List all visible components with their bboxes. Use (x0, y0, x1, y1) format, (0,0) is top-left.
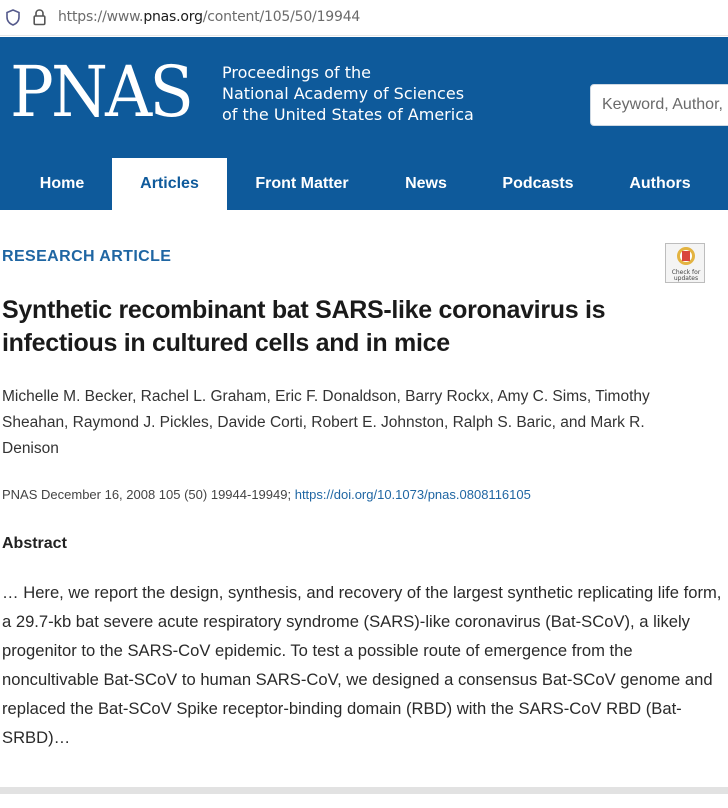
pnas-logo[interactable]: PNAS (10, 51, 192, 133)
section-divider (0, 787, 728, 794)
abstract-text: … Here, we report the design, synthesis, and recovery of the largest synthetic replicating life form, a 29.7-kb bat severe acute respiratory syndrome (SARS)-like coronavirus (Bat-SCoV), a likely progenitor to the SARS-CoV epidemic. To test a possible route of emergence from the noncultivable Bat-SCoV to human SARS-CoV, we designed a consensus Bat-SCoV genome and replaced the Bat-SCoV Spike receptor-binding domain (RBD) with the SARS-CoV RBD (Bat-SRBD)… (2, 583, 722, 747)
article-title: Synthetic recombinant bat SARS-like coronavirus is infectious in cultured cells and in mice (2, 296, 606, 357)
citation-text: PNAS December 16, 2008 105 (50) 19944-19949; (2, 487, 292, 502)
check-for-updates-badge[interactable] (665, 243, 705, 283)
search-box[interactable] (590, 84, 728, 126)
crossmark-flag-icon (682, 251, 690, 261)
tab-authors[interactable]: Authors (629, 175, 691, 192)
tab-podcasts[interactable]: Podcasts (502, 175, 574, 192)
tab-home[interactable]: Home (39, 175, 85, 192)
tagline-line: National Academy of Sciences (222, 84, 465, 103)
lock-icon[interactable] (33, 8, 46, 26)
search-input[interactable] (591, 85, 728, 125)
tagline-line: of the United States of America (222, 105, 474, 124)
site-header (0, 37, 728, 158)
url-text[interactable]: https://www.pnas.org/content/105/50/19944 (58, 9, 361, 25)
shield-icon[interactable] (6, 9, 20, 26)
browser-url-bar[interactable] (0, 0, 728, 36)
citation-line (2, 487, 531, 502)
author-list[interactable]: Michelle M. Becker, Rachel L. Graham, Eric F. Donaldson, Barry Rockx, Amy C. Sims, Timothy Sheahan, Raymond J. Pickles, Davide Corti, Robert E. Johnston, Ralph S. Baric, and Mark R. Denison (2, 388, 650, 457)
doi-link[interactable]: https://doi.org/10.1073/pnas.0808116105 (294, 487, 531, 502)
crossmark-text: updates (673, 275, 699, 282)
article-type-label: RESEARCH ARTICLE (2, 248, 172, 265)
journal-tagline (222, 62, 474, 125)
tagline-line: Proceedings of the (222, 63, 371, 82)
abstract-heading: Abstract (2, 535, 67, 552)
main-nav (0, 158, 728, 210)
crossmark-text: Check for (671, 269, 701, 276)
tab-front-matter[interactable]: Front Matter (255, 175, 349, 192)
tab-news[interactable]: News (405, 175, 447, 192)
tab-articles[interactable]: Articles (112, 158, 227, 210)
